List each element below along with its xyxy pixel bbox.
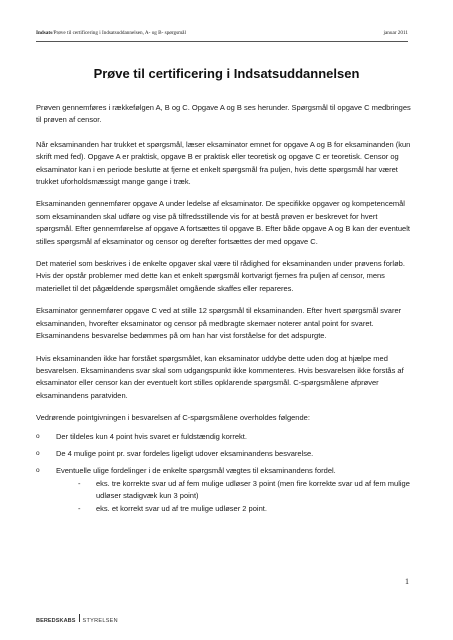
paragraph-intro: Prøven gennemføres i rækkefølgen A, B og C. Opgave A og B ses herunder. Spørgsmål til opgave C medbringes til prøven af censor. [36, 103, 411, 125]
paragraph: Det materiel som beskrives i de enkelte opgaver skal være til rådighed for eksaminanden under prøvens forløb. Hvis der opstår problemer med dette kan et enkelt spørgsmål kortvarigt fjernes fra puljen af censor, mens materiellet til det pågældende spørgsmålet omgående skaffes eller repareres. [36, 259, 405, 293]
bullet-marker: o [36, 432, 40, 440]
sub-item [36, 503, 412, 515]
bullet-marker: o [36, 467, 40, 475]
bullet-marker: o [36, 449, 40, 457]
page-number: 1 [405, 577, 409, 586]
header-date: januar 2011 [383, 30, 408, 36]
header-title-bold: Indsats [36, 30, 53, 36]
paragraph: Eksaminanden gennemfører opgave A under ledelse af eksaminator. De specifikke opgaver og kompetencemål som eksaminanden skal udføre og vise på tilfredsstillende vis for at bestå prøven er beskrevet for hvert spørgsmål. Efter gennemførelse af opgave A fortsættes til opgave B. Efter både opgave A og B kan der eventuelt stilles spørgsmål af eksaminator og censor og derefter fortsættes der med opgave C. [36, 199, 410, 246]
bullet-text: De 4 mulige point pr. svar fordeles ligeligt udover eksaminandens besvarelse. [56, 448, 314, 458]
paragraph: Eksaminator gennemfører opgave C ved at stille 12 spørgsmål til eksaminanden. Efter hvert spørgsmål svarer eksaminanden, hvorefter eksaminator og censor på medbragte skemaer noterer antal point for svaret. Eksaminandens besvarelse bedømmes på om han har vist forståelse for det adspurgte. [36, 306, 402, 341]
header-document-title [36, 30, 186, 36]
bullet-item [36, 448, 412, 460]
paragraph: Når eksaminanden har trukket et spørgsmål, læser eksaminator emnet for opgave A og B for eksaminanden (kun skrift med fed). Opgave A er praktisk, opgave B er praktisk eller teoretisk og opgave C er teoretisk. Censor og eksaminator kan i en periode beslutte at fjerne et enkelt spørgsmål fra puljen, hvis dette spørgsmål har været trukket uforholdsmæssigt mange gange i træk. [36, 139, 411, 187]
page-header [36, 29, 408, 42]
paragraph: Vedrørende pointgivningen i besvarelsen af C-spørgsmålene overholdes følgende: [36, 413, 310, 423]
sub-marker: - [78, 478, 81, 488]
logo-divider [79, 614, 80, 622]
logo-text-left: BEREDSKABS [36, 618, 76, 624]
header-title-rest: /Prøve til certificering i Indsatsuddannelsen, A- og B- spørgsmål [52, 30, 186, 36]
sub-item-text: eks. et korrekt svar ud af tre mulige udløser 2 point. [96, 503, 267, 513]
paragraph: Hvis eksaminanden ikke har forstået spørgsmålet, kan eksaminator uddybe dette uden dog at hjælpe med besvarelsen. Eksaminandens svar skal som udgangspunkt ikke kommenteres. Hvis besvarelsen ikke forstås af eksaminator eller censor kan der eventuelt kort stilles opklarende spørgsmål. C-spørgsmålene afprøver eksaminandens paratviden. [36, 353, 404, 400]
bullet-text: Eventuelle ulige fordelinger i de enkelte spørgsmål vægtes til eksaminandens fordel. [56, 466, 336, 476]
sub-item-text: eks. tre korrekte svar ud af fem mulige udløser 3 point (men fire korrekte svar ud af fem mulige udløser stadigvæk kun 3 point) [96, 478, 410, 501]
document-body [36, 102, 412, 515]
footer-logo [36, 609, 118, 623]
logo-text-right: STYRELSEN [82, 618, 118, 624]
sub-item [36, 478, 412, 503]
bullet-item [36, 431, 412, 443]
sub-marker: - [78, 503, 81, 513]
bullet-text: Der tildeles kun 4 point hvis svaret er fuldstændig korrekt. [56, 431, 247, 441]
bullet-item [36, 465, 412, 477]
page-title: Prøve til certificering i Indsatsuddannelsen [93, 66, 360, 81]
